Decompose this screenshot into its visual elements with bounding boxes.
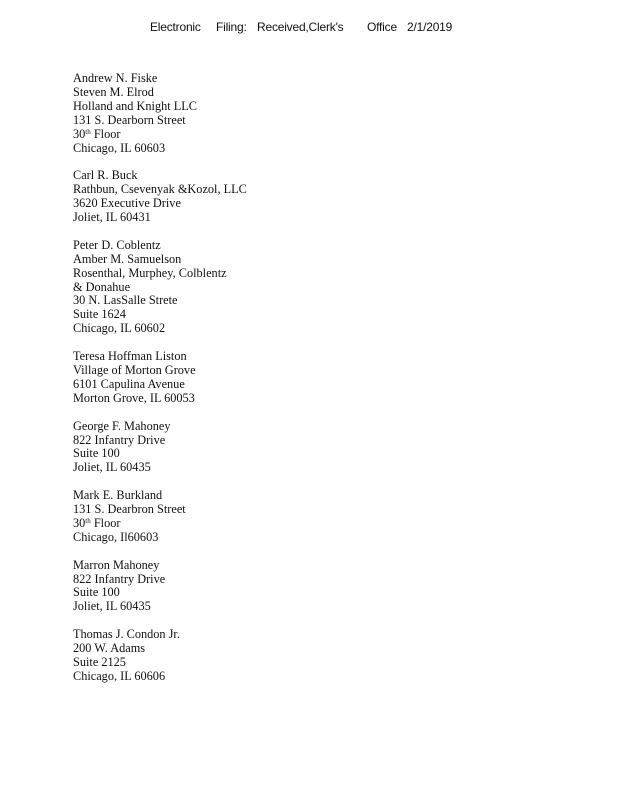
floor-ordinal-suffix: th <box>85 516 91 525</box>
address-line: 131 S. Dearborn Street <box>73 112 186 127</box>
address-line: Chicago, IL 60602 <box>73 321 166 336</box>
address-line: Chicago, Il60603 <box>73 529 159 544</box>
address-line: Chicago, IL 60606 <box>73 668 166 683</box>
header-date: 2/1/2019 <box>407 20 453 34</box>
address-line: Morton Grove, IL 60053 <box>73 390 195 405</box>
address-block <box>73 350 247 406</box>
address-line: Suite 100 <box>73 585 120 600</box>
address-line: Suite 100 <box>73 446 120 461</box>
address-block <box>73 559 247 615</box>
address-floor-line <box>73 517 247 531</box>
address-block <box>73 628 247 684</box>
header-received: Received,Clerk's <box>257 20 344 34</box>
header-electronic: Electronic <box>150 20 201 34</box>
address-line: Peter D. Coblentz <box>73 237 161 252</box>
address-block <box>73 239 247 336</box>
address-line: George F. Mahoney <box>73 418 171 433</box>
floor-word: Floor <box>90 515 121 530</box>
address-block <box>73 489 247 545</box>
address-block <box>73 420 247 476</box>
address-line: Mark E. Burkland <box>73 488 163 503</box>
service-list <box>73 72 247 698</box>
floor-word: Floor <box>90 126 121 141</box>
address-line: 30 N. LasSalle Strete <box>73 293 178 308</box>
address-line: 200 W. Adams <box>73 641 146 656</box>
address-block <box>73 169 247 225</box>
header-filing: Filing: <box>216 20 247 34</box>
address-line: Andrew N. Fiske <box>73 71 158 85</box>
address-line: Chicago, IL 60603 <box>73 140 166 155</box>
address-line: & Donahue <box>73 279 131 294</box>
address-line: Teresa Hoffman Liston <box>73 349 187 364</box>
floor-number: 30 <box>73 515 86 530</box>
address-line: Suite 2125 <box>73 654 126 669</box>
floor-number: 30 <box>73 126 86 141</box>
address-line: 822 Infantry Drive <box>73 432 166 447</box>
filing-header <box>150 20 452 34</box>
address-line: Amber M. Samuelson <box>73 251 182 266</box>
address-line: 6101 Capulina Avenue <box>73 376 185 391</box>
address-line: Thomas J. Condon Jr. <box>73 627 180 642</box>
address-line: Holland and Knight LLC <box>73 98 197 113</box>
address-floor-line <box>73 128 247 142</box>
address-line: Village of Morton Grove <box>73 362 196 377</box>
address-line: Marron Mahoney <box>73 557 160 572</box>
address-line: Rathbun, Csevenyak &Kozol, LLC <box>73 182 247 197</box>
address-line: Steven M. Elrod <box>73 84 154 99</box>
address-line: 131 S. Dearbron Street <box>73 502 186 517</box>
address-line: 822 Infantry Drive <box>73 571 166 586</box>
address-line: 3620 Executive Drive <box>73 196 181 211</box>
address-line: Joliet, IL 60435 <box>73 599 151 614</box>
address-line: Rosenthal, Murphey, Colblentz <box>73 265 227 280</box>
address-block <box>73 72 247 155</box>
floor-ordinal-suffix: th <box>85 127 91 136</box>
address-line: Joliet, IL 60431 <box>73 210 151 225</box>
address-line: Carl R. Buck <box>73 168 138 183</box>
address-line: Suite 1624 <box>73 307 126 322</box>
header-office: Office <box>367 20 397 34</box>
address-line: Joliet, IL 60435 <box>73 460 151 475</box>
